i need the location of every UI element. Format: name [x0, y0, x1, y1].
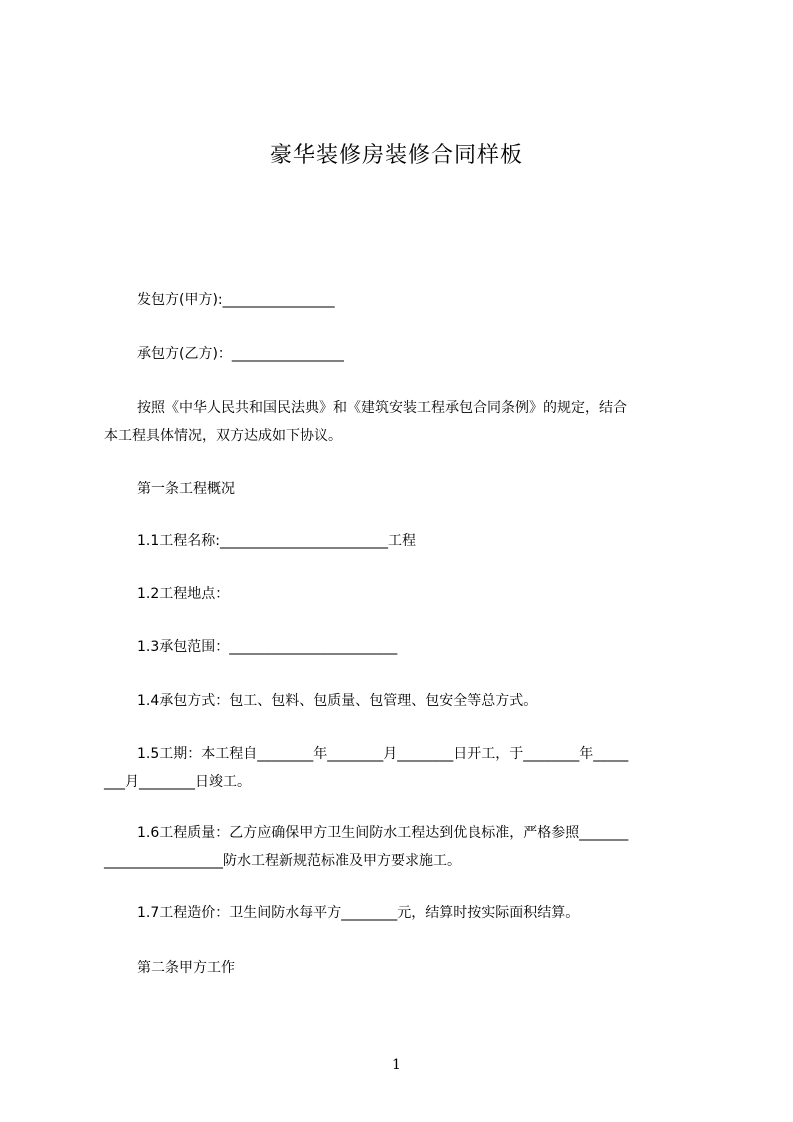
- clause-1-6-line-2: _________________防水工程新规范标准及甲方要求施工。: [104, 853, 461, 869]
- preamble-line-2: 本工程具体情况，双方达成如下协议。: [104, 428, 342, 444]
- clause-1-1: 1.1工程名称:________________________工程: [137, 533, 416, 549]
- article-1-heading: 第一条工程概况: [137, 481, 235, 497]
- article-2-heading: 第二条甲方工作: [137, 960, 235, 976]
- clause-1-6-line-1: 1.6工程质量：乙方应确保甲方卫生间防水工程达到优良标准，严格参照_______: [137, 825, 629, 841]
- document-title: 豪华装修房装修合同样板: [269, 143, 523, 168]
- clause-1-5-line-1: 1.5工期：本工程自________年________月________日开工，于________年_____: [137, 746, 629, 762]
- clause-1-3: 1.3承包范围：________________________: [137, 639, 398, 655]
- party-a-line: 发包方(甲方):________________: [137, 292, 335, 308]
- party-b-line: 承包方(乙方)：________________: [137, 346, 344, 362]
- clause-1-4: 1.4承包方式：包工、包料、包质量、包管理、包安全等总方式。: [137, 693, 538, 709]
- page-number: 1: [392, 1057, 401, 1073]
- clause-1-5-line-2: ___月________日竣工。: [104, 774, 251, 790]
- clause-1-2: 1.2工程地点：: [137, 586, 230, 602]
- preamble-line-1: 按照《中华人民共和国民法典》和《建筑安装工程承包合同条例》的规定，结合: [137, 400, 627, 416]
- clause-1-7: 1.7工程造价：卫生间防水每平方________元，结算时按实际面积结算。: [137, 905, 580, 921]
